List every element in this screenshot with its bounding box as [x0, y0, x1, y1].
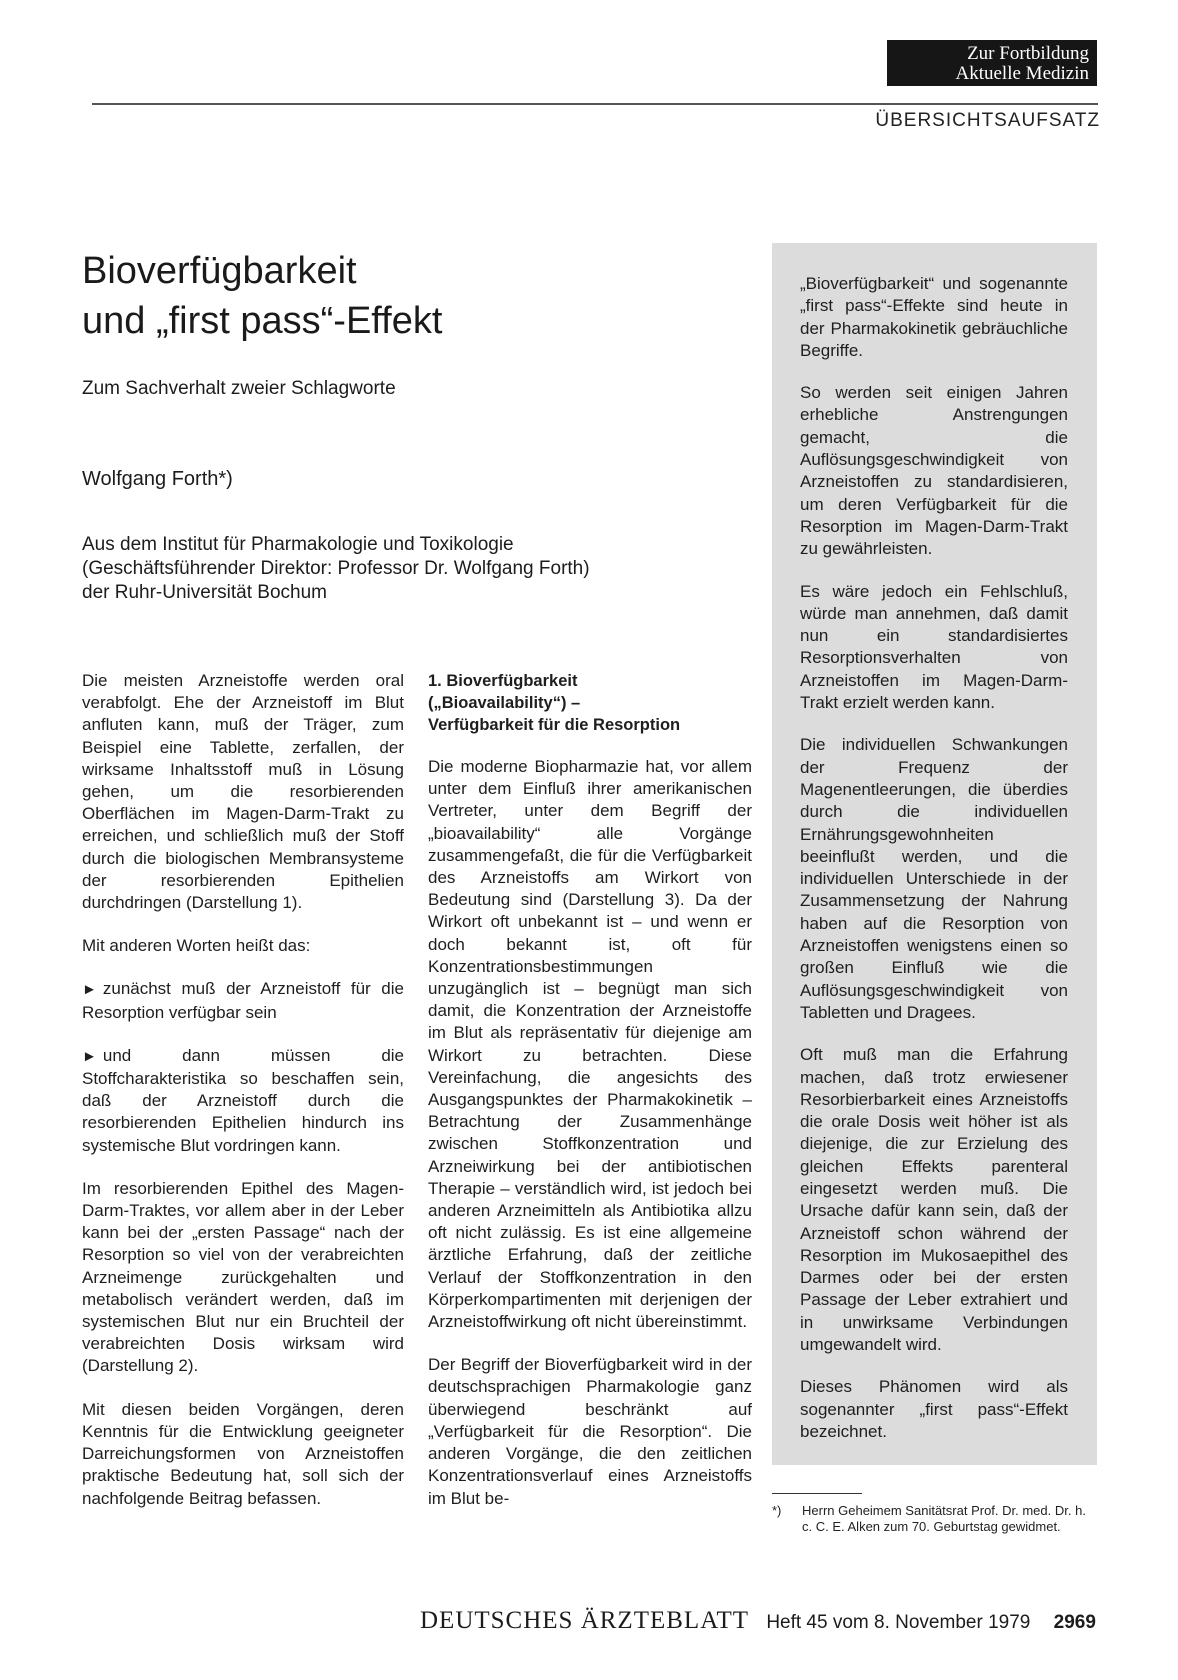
summary-paragraph: „Bioverfügbarkeit“ und sogenannte „first pass“-Effekte sind heute in der Pharmakokinetik gebräuchliche Begriffe.: [800, 274, 1068, 360]
summary-paragraph: Oft muß man die Erfahrung machen, daß trotz erwiesener Resorbierbarkeit eines Arzneistoffs die orale Dosis weit höher ist als diejenige, die zur Erzielung des gleichen Effekts parenteral eingesetzt werden muß. Die Ursache dafür kann sein, daß der Arzneistoff schon während der Resorption im Mukosaepithel des Darmes oder bei der ersten Passage der Leber extrahiert und in unwirksame Verbindungen umgewandelt wird.: [800, 1045, 1068, 1355]
footnote-text: Herrn Geheimem Sanitätsrat Prof. Dr. med. Dr. h. c. C. E. Alken zum 70. Geburtstag gewidmet.: [802, 1503, 1086, 1534]
bullet-item: [82, 1045, 404, 1157]
paragraph: Mit anderen Worten heißt das:: [82, 936, 311, 956]
author-affiliation: [82, 533, 590, 605]
summary-paragraph: Es wäre jedoch ein Fehlschluß, würde man annehmen, daß damit nun ein standardisiertes Resorptionsverhalten von Arzneistoffen im Magen-Darm-Trakt erzielt werden kann.: [800, 581, 1068, 713]
article-subtitle: Zum Sachverhalt zweier Schlagworte: [82, 378, 396, 399]
article-author: Wolfgang Forth*): [82, 468, 233, 490]
paragraph: Der Begriff der Bioverfügbarkeit wird in der deutschsprachigen Pharmakologie ganz überwiegend beschränkt auf „Verfügbarkeit für die Resorption“. Die anderen Vorgänge, die den zeitlichen Konzentrationsverlauf eines Arzneistoffs im Blut be-: [428, 1355, 752, 1508]
article-title: [82, 246, 442, 346]
title-line-2: und „first pass“-Effekt: [82, 300, 443, 342]
heading-line-3: Verfügbarkeit für die Resorption: [428, 716, 681, 734]
page-number: 2969: [1053, 1612, 1096, 1633]
section-heading: [428, 670, 752, 736]
summary-paragraph: Dieses Phänomen wird als sogenannter „first pass“-Effekt bezeichnet.: [800, 1377, 1068, 1441]
affiliation-line-1: Aus dem Institut für Pharmakologie und Toxikologie: [82, 534, 514, 555]
affiliation-line-3: der Ruhr-Universität Bochum: [82, 582, 327, 603]
bullet-item: [82, 978, 404, 1023]
summary-box: [772, 243, 1097, 1465]
summary-text: [800, 273, 1068, 1463]
paragraph: Mit diesen beiden Vorgängen, deren Kenntnis für die Entwicklung geeigneter Darreichungsformen von Arzneistoffen praktische Bedeutung hat, soll sich der nachfolgende Beitrag befassen.: [82, 1399, 404, 1508]
badge-line-2: Aktuelle Medizin: [955, 63, 1089, 84]
arrow-bullet-icon: ►: [82, 1047, 97, 1065]
summary-paragraph: So werden seit einigen Jahren erhebliche Anstrengungen gemacht, die Auflösungsgeschwindigkeit von Arzneistoffen zu standardisieren, um deren Verfügbarkeit für die Resorption im Magen-Darm-Trakt zu gewährleisten.: [800, 383, 1068, 559]
bullet-text: und dann müssen die Stoffcharakteristika so beschaffen sein, daß der Arzneistoff durch die resorbierenden Epithelien hindurch ins systemische Blut vordringen kann.: [82, 1045, 404, 1155]
footnote-mark: *): [772, 1503, 782, 1518]
text-column-1: [82, 670, 404, 1531]
heading-line-1: 1. Bioverfügbarkeit: [428, 672, 578, 690]
paragraph: Die meisten Arzneistoffe werden oral verabfolgt. Ehe der Arzneistoff im Blut anfluten kann, muß der Träger, zum Beispiel eine Tablette, zerfallen, der wirksame Inhaltsstoff muß in Lösung gehen, um die resorbierenden Oberflächen im Magen-Darm-Trakt zu erreichen, und schließlich muß der Stoff durch die biologischen Membransysteme der resorbierenden Epithelien durchdringen (Darstellung 1).: [82, 671, 404, 913]
footnote: [772, 1503, 1092, 1535]
bullet-text: zunächst muß der Arzneistoff für die Resorption verfügbar sein: [82, 979, 404, 1022]
summary-paragraph: Die individuellen Schwankungen der Frequenz der Magenentleerungen, die überdies durch die individuellen Ernährungsgewohnheiten beeinflußt werden, und die individuellen Unterschiede in der Zusammensetzung der Nahrung haben auf die Resorption von Arzneistoffen wenigstens einen so großen Einfluß wie die Auflösungsgeschwindigkeit von Tabletten und Dragees.: [800, 735, 1068, 1022]
section-badge: [887, 40, 1097, 86]
badge-line-1: Zur Fortbildung: [967, 43, 1089, 64]
footnote-rule: [772, 1493, 862, 1494]
paragraph: Die moderne Biopharmazie hat, vor allem unter dem Einfluß ihrer amerikanischen Vertreter, unter dem Begriff der „bioavailability“ alle Vorgänge zusammengefaßt, die für die Verfügbarkeit des Arzneistoffs am Wirkort von Bedeutung sind (Darstellung 3). Da der Wirkort oft unbekannt ist – und wenn er doch bekannt ist, oft für Konzentrationsbestimmungen unzugänglich ist – begnügt man sich damit, die Konzentration der Arzneistoffe im Blut als repräsentativ für diejenige am Wirkort zu betrachten. Diese Vereinfachung, die angesichts des Ausgangspunktes der Pharmakokinetik – Betrachtung der Zusammenhänge zwischen Stoffkonzentration und Arzneiwirkung bei der antibiotischen Therapie – verständlich wird, ist jedoch bei anderen Arzneimitteln als Antibiotika allzu oft nicht zulässig. Es ist eine allgemeine ärztliche Erfahrung, daß der zeitliche Verlauf der Stoffkonzentration in den Körperkompartimenten mit derjenigen der Arzneistoffwirkung oft nicht übereinstimmt.: [428, 757, 752, 1332]
heading-line-2: („Bioavailability“) –: [428, 694, 581, 712]
title-line-1: Bioverfügbarkeit: [82, 250, 357, 292]
page-footer: [420, 1607, 1096, 1635]
affiliation-line-2: (Geschäftsführender Direktor: Professor Dr. Wolfgang Forth): [82, 558, 590, 579]
text-column-2: [428, 670, 752, 1531]
issue-info: Heft 45 vom 8. November 1979: [766, 1612, 1031, 1633]
header-rule: [92, 103, 1098, 105]
journal-name: DEUTSCHES ÄRZTEBLATT: [420, 1607, 750, 1634]
rubric-label: ÜBERSICHTSAUFSATZ: [875, 110, 1100, 131]
arrow-bullet-icon: ►: [82, 981, 97, 999]
paragraph: Im resorbierenden Epithel des Magen-Darm-Traktes, vor allem aber in der Leber kann bei der „ersten Passage“ nach der Resorption so viel von der verabreichten Arzneimenge zurückgehalten und metabolisch verändert werden, daß im systemischen Blut nur ein Bruchteil der verabreichten Dosis wirksam wird (Darstellung 2).: [82, 1178, 404, 1376]
